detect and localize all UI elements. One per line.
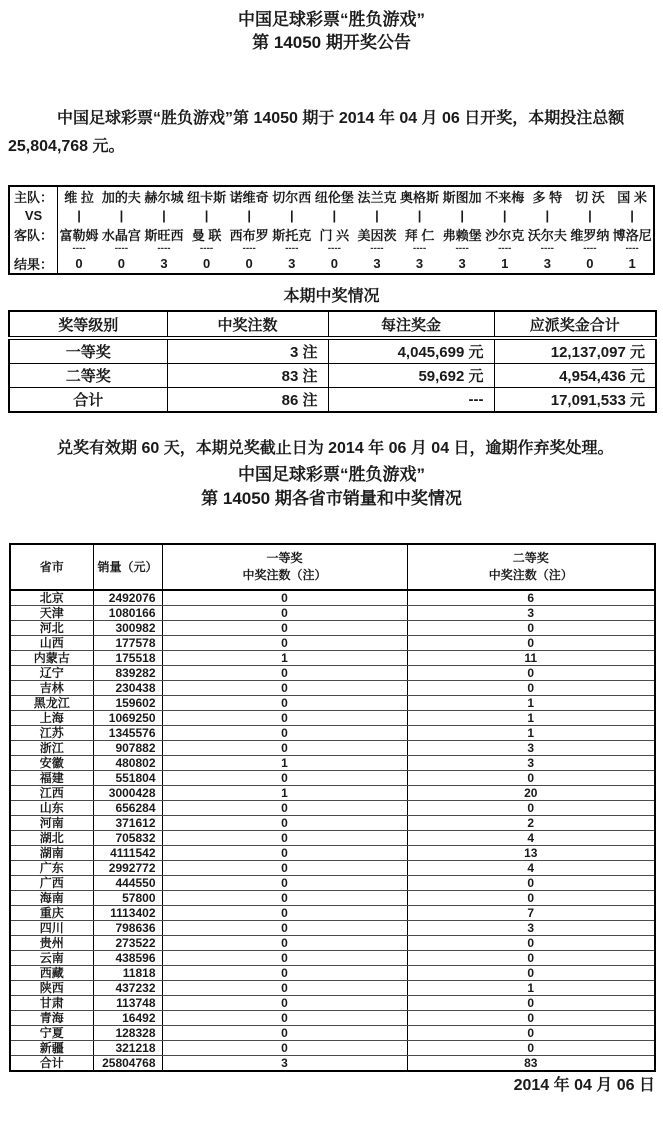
match-result: 0 <box>330 256 338 271</box>
province-first-prize-count: 0 <box>162 666 407 681</box>
province-first-prize-count: 3 <box>162 1056 407 1072</box>
province-row <box>10 846 655 861</box>
province-row <box>10 741 655 756</box>
match-result: 3 <box>288 256 296 271</box>
match-result: 3 <box>373 256 381 271</box>
province-second-prize-count: 0 <box>407 1041 655 1056</box>
match-home-team: 多 特 <box>532 190 563 205</box>
match-away-team: 水晶宫 <box>101 228 141 243</box>
match-result: 3 <box>160 256 168 271</box>
province-header-second-prize <box>407 544 655 590</box>
prize-amount: 59,692 元 <box>328 364 494 388</box>
prize-level: 二等奖 <box>9 364 167 388</box>
province-second-prize-count: 3 <box>407 921 655 936</box>
province-sales: 1113402 <box>93 906 162 921</box>
province-row <box>10 861 655 876</box>
match-result: 3 <box>415 256 424 271</box>
doc-title-line2: 第 14050 期开奖公告 <box>252 33 411 52</box>
match-home-team: 切尔西 <box>272 190 312 205</box>
doc-title2-line1: 中国足球彩票“胜负游戏” <box>238 465 425 484</box>
province-name: 新疆 <box>10 1041 93 1056</box>
match-home-team: 赫尔城 <box>144 190 184 205</box>
prize-table-body <box>9 338 656 412</box>
match-result: 0 <box>245 256 253 271</box>
province-first-prize-count: 1 <box>162 786 407 801</box>
province-row <box>10 936 655 951</box>
province-second-prize-count: 0 <box>407 681 655 696</box>
prize-row <box>9 364 656 388</box>
dash-separator: ---- <box>455 244 469 254</box>
match-result: 0 <box>75 256 83 271</box>
province-second-prize-count: 0 <box>407 1011 655 1026</box>
province-row <box>10 906 655 921</box>
province-table-body <box>10 590 655 1071</box>
province-row <box>10 590 655 606</box>
province-sales: 4111542 <box>93 846 162 861</box>
province-first-prize-count: 0 <box>162 816 407 831</box>
province-sales: 1080166 <box>93 606 162 621</box>
province-first-prize-count: 0 <box>162 891 407 906</box>
second-prize-header-line2: 中奖注数（注） <box>488 568 573 582</box>
match-row-result <box>9 254 654 274</box>
province-first-prize-count: 0 <box>162 1026 407 1041</box>
vs-separator: | <box>77 208 81 223</box>
province-name: 安徽 <box>10 756 93 771</box>
province-second-prize-count: 7 <box>407 906 655 921</box>
province-first-prize-count: 0 <box>162 921 407 936</box>
province-second-prize-count: 0 <box>407 1026 655 1041</box>
second-prize-header-line1: 二等奖 <box>512 551 549 565</box>
province-sales: 437232 <box>93 981 162 996</box>
province-row <box>10 831 655 846</box>
province-sales: 798636 <box>93 921 162 936</box>
province-row <box>10 981 655 996</box>
province-sales: 230438 <box>93 681 162 696</box>
vs-separator: | <box>332 208 337 223</box>
province-row <box>10 711 655 726</box>
province-header-first-prize <box>162 544 407 590</box>
province-name: 云南 <box>10 951 93 966</box>
province-sales: 11818 <box>93 966 162 981</box>
province-row <box>10 801 655 816</box>
province-row <box>10 891 655 906</box>
province-sales: 1345576 <box>93 726 162 741</box>
province-name: 江西 <box>10 786 93 801</box>
province-name: 吉林 <box>10 681 93 696</box>
province-second-prize-count: 1 <box>407 711 655 726</box>
province-row <box>10 786 655 801</box>
province-second-prize-count: 0 <box>407 771 655 786</box>
province-total-row <box>10 1056 655 1072</box>
province-second-prize-count: 1 <box>407 981 655 996</box>
province-second-prize-count: 3 <box>407 756 655 771</box>
vs-separator: | <box>204 208 209 223</box>
province-second-prize-count: 0 <box>407 951 655 966</box>
province-name: 河南 <box>10 816 93 831</box>
province-first-prize-count: 0 <box>162 951 407 966</box>
province-first-prize-count: 0 <box>162 1011 407 1026</box>
match-away-team: 斯托克 <box>272 228 312 243</box>
match-home-team: 维 拉 <box>64 190 94 205</box>
match-result: 0 <box>202 256 211 271</box>
province-name: 辽宁 <box>10 666 93 681</box>
match-home-team: 纽卡斯 <box>187 190 227 205</box>
match-away-team: 维罗纳 <box>570 228 610 243</box>
match-home-team: 加的夫 <box>101 190 141 205</box>
vs-separator: | <box>289 208 294 223</box>
province-first-prize-count: 0 <box>162 726 407 741</box>
province-sales: 656284 <box>93 801 162 816</box>
province-name: 四川 <box>10 921 93 936</box>
dash-separator: ---- <box>370 244 384 254</box>
province-sales: 159602 <box>93 696 162 711</box>
vs-separator: | <box>460 208 464 223</box>
province-name: 上海 <box>10 711 93 726</box>
province-second-prize-count: 4 <box>407 831 655 846</box>
province-first-prize-count: 0 <box>162 906 407 921</box>
province-second-prize-count: 1 <box>407 726 655 741</box>
first-prize-header-line1: 一等奖 <box>266 551 303 565</box>
province-sales: 300982 <box>93 621 162 636</box>
province-sales: 2992772 <box>93 861 162 876</box>
province-row <box>10 1011 655 1026</box>
prize-count: 86 注 <box>167 388 328 413</box>
province-row <box>10 996 655 1011</box>
province-name: 浙江 <box>10 741 93 756</box>
dash-separator: ---- <box>157 244 171 254</box>
vs-separator: | <box>630 208 634 223</box>
province-sales: 3000428 <box>93 786 162 801</box>
redeem-paragraph: 兑奖有效期 60 天，本期兑奖截止日为 2014 年 06 月 04 日，逾期作弃奖处理。 <box>57 440 614 457</box>
province-name: 海南 <box>10 891 93 906</box>
province-first-prize-count: 1 <box>162 651 407 666</box>
province-sales: 444550 <box>93 876 162 891</box>
vs-separator: | <box>502 208 507 223</box>
match-away-team: 斯旺西 <box>144 228 184 243</box>
province-name: 湖南 <box>10 846 93 861</box>
dash-separator: ---- <box>242 244 256 254</box>
vs-separator: | <box>375 208 379 223</box>
province-first-prize-count: 0 <box>162 681 407 696</box>
match-away-team: 博洛尼 <box>612 228 652 243</box>
province-second-prize-count: 3 <box>407 741 655 756</box>
doc-title-line1: 中国足球彩票“胜负游戏” <box>238 10 425 29</box>
dash-separator: ---- <box>540 244 554 254</box>
dash-separator: ---- <box>114 244 129 254</box>
province-row <box>10 666 655 681</box>
province-second-prize-count: 11 <box>407 651 655 666</box>
province-second-prize-count: 13 <box>407 846 655 861</box>
prize-total: 4,954,436 元 <box>494 364 656 388</box>
prize-level: 一等奖 <box>9 338 167 364</box>
province-row <box>10 966 655 981</box>
match-home-team: 斯图加 <box>442 190 482 205</box>
prize-count: 3 注 <box>167 338 328 364</box>
province-first-prize-count: 0 <box>162 966 407 981</box>
match-result: 0 <box>117 256 125 271</box>
prize-total: 17,091,533 元 <box>494 388 656 413</box>
prize-table <box>8 310 657 413</box>
home-row-label: 主队： <box>9 186 58 206</box>
province-first-prize-count: 0 <box>162 801 407 816</box>
province-sales: 551804 <box>93 771 162 786</box>
dash-separator: ---- <box>583 244 597 254</box>
prize-row <box>9 338 656 364</box>
match-row-dash <box>9 244 654 254</box>
province-name: 甘肃 <box>10 996 93 1011</box>
province-name: 内蒙古 <box>10 651 93 666</box>
province-sales: 321218 <box>93 1041 162 1056</box>
province-name: 陕西 <box>10 981 93 996</box>
province-sales-table <box>9 543 656 1072</box>
province-sales: 705832 <box>93 831 162 846</box>
match-away-team: 西布罗 <box>229 228 269 243</box>
province-name: 广东 <box>10 861 93 876</box>
province-sales: 438596 <box>93 951 162 966</box>
province-header-row <box>10 544 655 590</box>
dash-separator: ---- <box>285 244 299 254</box>
province-name: 重庆 <box>10 906 93 921</box>
province-sales: 177578 <box>93 636 162 651</box>
dash-separator: ---- <box>199 244 214 254</box>
match-home-team: 法兰克 <box>357 190 397 205</box>
province-sales: 113748 <box>93 996 162 1011</box>
province-first-prize-count: 0 <box>162 636 407 651</box>
province-first-prize-count: 0 <box>162 846 407 861</box>
province-first-prize-count: 0 <box>162 606 407 621</box>
dash-separator: ---- <box>625 244 639 254</box>
province-second-prize-count: 6 <box>407 590 655 606</box>
province-second-prize-count: 0 <box>407 621 655 636</box>
match-away-team: 沙尔克 <box>485 228 525 243</box>
match-result: 0 <box>586 256 594 271</box>
province-name: 广西 <box>10 876 93 891</box>
province-sales: 25804768 <box>93 1056 162 1072</box>
result-row-label: 结果： <box>9 254 58 274</box>
match-away-team: 拜 仁 <box>404 228 435 243</box>
province-row <box>10 681 655 696</box>
province-sales: 175518 <box>93 651 162 666</box>
province-sales: 2492076 <box>93 590 162 606</box>
province-second-prize-count: 1 <box>407 696 655 711</box>
match-row-vs <box>9 206 654 225</box>
province-sales: 371612 <box>93 816 162 831</box>
province-first-prize-count: 0 <box>162 831 407 846</box>
province-sales: 1069250 <box>93 711 162 726</box>
vs-separator: | <box>588 208 592 223</box>
province-second-prize-count: 0 <box>407 936 655 951</box>
dash-separator: ---- <box>498 244 512 254</box>
province-second-prize-count: 20 <box>407 786 655 801</box>
prize-row <box>9 388 656 413</box>
province-second-prize-count: 0 <box>407 996 655 1011</box>
prize-table-caption: 本期中奖情况 <box>283 288 380 305</box>
document-date: 2014 年 04 月 06 日 <box>513 1077 655 1094</box>
province-row <box>10 636 655 651</box>
province-sales: 480802 <box>93 756 162 771</box>
province-sales: 16492 <box>93 1011 162 1026</box>
match-result: 1 <box>628 256 636 271</box>
province-row <box>10 1026 655 1041</box>
province-row <box>10 621 655 636</box>
match-home-team: 不来梅 <box>485 190 525 205</box>
province-name: 西藏 <box>10 966 93 981</box>
province-first-prize-count: 0 <box>162 936 407 951</box>
match-home-team: 纽伦堡 <box>314 190 354 205</box>
vs-separator: | <box>545 208 550 223</box>
dash-separator: ---- <box>412 244 427 254</box>
province-second-prize-count: 0 <box>407 876 655 891</box>
province-sales: 128328 <box>93 1026 162 1041</box>
province-first-prize-count: 0 <box>162 590 407 606</box>
province-second-prize-count: 0 <box>407 666 655 681</box>
prize-amount: 4,045,699 元 <box>328 338 494 364</box>
prize-total: 12,137,097 元 <box>494 338 656 364</box>
match-result: 3 <box>543 256 551 271</box>
match-home-team: 切 沃 <box>575 190 605 205</box>
match-away-team: 门 兴 <box>319 228 350 243</box>
match-row-home <box>9 186 654 206</box>
province-sales: 57800 <box>93 891 162 906</box>
vs-separator: | <box>247 208 251 223</box>
vs-separator: | <box>417 208 422 223</box>
province-name: 江苏 <box>10 726 93 741</box>
province-second-prize-count: 0 <box>407 636 655 651</box>
vs-separator: | <box>119 208 124 223</box>
province-row <box>10 876 655 891</box>
dash-separator: ---- <box>72 244 86 254</box>
prize-header-total: 应派奖金合计 <box>494 311 656 338</box>
province-name: 山西 <box>10 636 93 651</box>
dash-row-label <box>9 244 58 254</box>
prize-header-level: 奖等级别 <box>9 311 167 338</box>
prize-amount: --- <box>328 388 494 413</box>
province-second-prize-count: 0 <box>407 891 655 906</box>
province-row <box>10 756 655 771</box>
match-row-away <box>9 225 654 244</box>
province-row <box>10 1041 655 1056</box>
province-row <box>10 651 655 666</box>
prize-count: 83 注 <box>167 364 328 388</box>
match-away-team: 沃尔夫 <box>527 228 567 243</box>
province-first-prize-count: 0 <box>162 621 407 636</box>
province-row <box>10 816 655 831</box>
vs-separator: | <box>162 208 166 223</box>
province-second-prize-count: 83 <box>407 1056 655 1072</box>
province-first-prize-count: 0 <box>162 981 407 996</box>
first-prize-header-line2: 中奖注数（注） <box>242 568 327 582</box>
match-home-team: 奥格斯 <box>400 190 440 205</box>
province-second-prize-count: 2 <box>407 816 655 831</box>
province-name: 河北 <box>10 621 93 636</box>
province-row <box>10 726 655 741</box>
match-home-team: 诺维奇 <box>229 190 269 205</box>
province-header-name: 省市 <box>10 544 93 590</box>
province-name: 天津 <box>10 606 93 621</box>
dash-separator: ---- <box>327 244 342 254</box>
intro-paragraph: 中国足球彩票“胜负游戏”第 14050 期于 2014 年 04 月 06 日开奖，本期投注总额 25,804,768 元。 <box>8 110 625 155</box>
province-second-prize-count: 0 <box>407 966 655 981</box>
match-result: 3 <box>458 256 466 271</box>
province-name: 福建 <box>10 771 93 786</box>
match-away-team: 富勒姆 <box>59 228 99 243</box>
province-first-prize-count: 0 <box>162 741 407 756</box>
province-name: 山东 <box>10 801 93 816</box>
prize-level: 合计 <box>9 388 167 413</box>
doc-title2-line2: 第 14050 期各省市销量和中奖情况 <box>201 489 462 508</box>
province-first-prize-count: 0 <box>162 996 407 1011</box>
match-home-team: 国 米 <box>617 190 647 205</box>
prize-header-amount: 每注奖金 <box>328 311 494 338</box>
prize-header-count: 中奖注数 <box>167 311 328 338</box>
match-results-table <box>8 185 655 275</box>
province-first-prize-count: 1 <box>162 756 407 771</box>
match-result: 1 <box>501 256 509 271</box>
province-name: 青海 <box>10 1011 93 1026</box>
province-name: 贵州 <box>10 936 93 951</box>
province-header-sales: 销量（元） <box>93 544 162 590</box>
province-first-prize-count: 0 <box>162 696 407 711</box>
province-sales: 907882 <box>93 741 162 756</box>
province-first-prize-count: 0 <box>162 876 407 891</box>
province-second-prize-count: 4 <box>407 861 655 876</box>
province-name: 宁夏 <box>10 1026 93 1041</box>
match-away-team: 弗赖堡 <box>442 228 482 243</box>
province-second-prize-count: 0 <box>407 801 655 816</box>
match-away-team: 曼 联 <box>191 228 222 243</box>
province-first-prize-count: 0 <box>162 771 407 786</box>
away-row-label: 客队： <box>9 225 58 244</box>
province-first-prize-count: 0 <box>162 861 407 876</box>
province-sales: 273522 <box>93 936 162 951</box>
province-row <box>10 951 655 966</box>
province-sales: 839282 <box>93 666 162 681</box>
match-away-team: 美因茨 <box>357 228 397 243</box>
province-row <box>10 771 655 786</box>
province-name: 湖北 <box>10 831 93 846</box>
province-name: 黑龙江 <box>10 696 93 711</box>
province-first-prize-count: 0 <box>162 711 407 726</box>
vs-row-label: VS <box>9 206 58 225</box>
province-second-prize-count: 3 <box>407 606 655 621</box>
province-name: 北京 <box>10 590 93 606</box>
province-name: 合计 <box>10 1056 93 1072</box>
province-row <box>10 606 655 621</box>
province-row <box>10 921 655 936</box>
prize-header-row <box>9 311 656 338</box>
province-row <box>10 696 655 711</box>
province-first-prize-count: 0 <box>162 1041 407 1056</box>
